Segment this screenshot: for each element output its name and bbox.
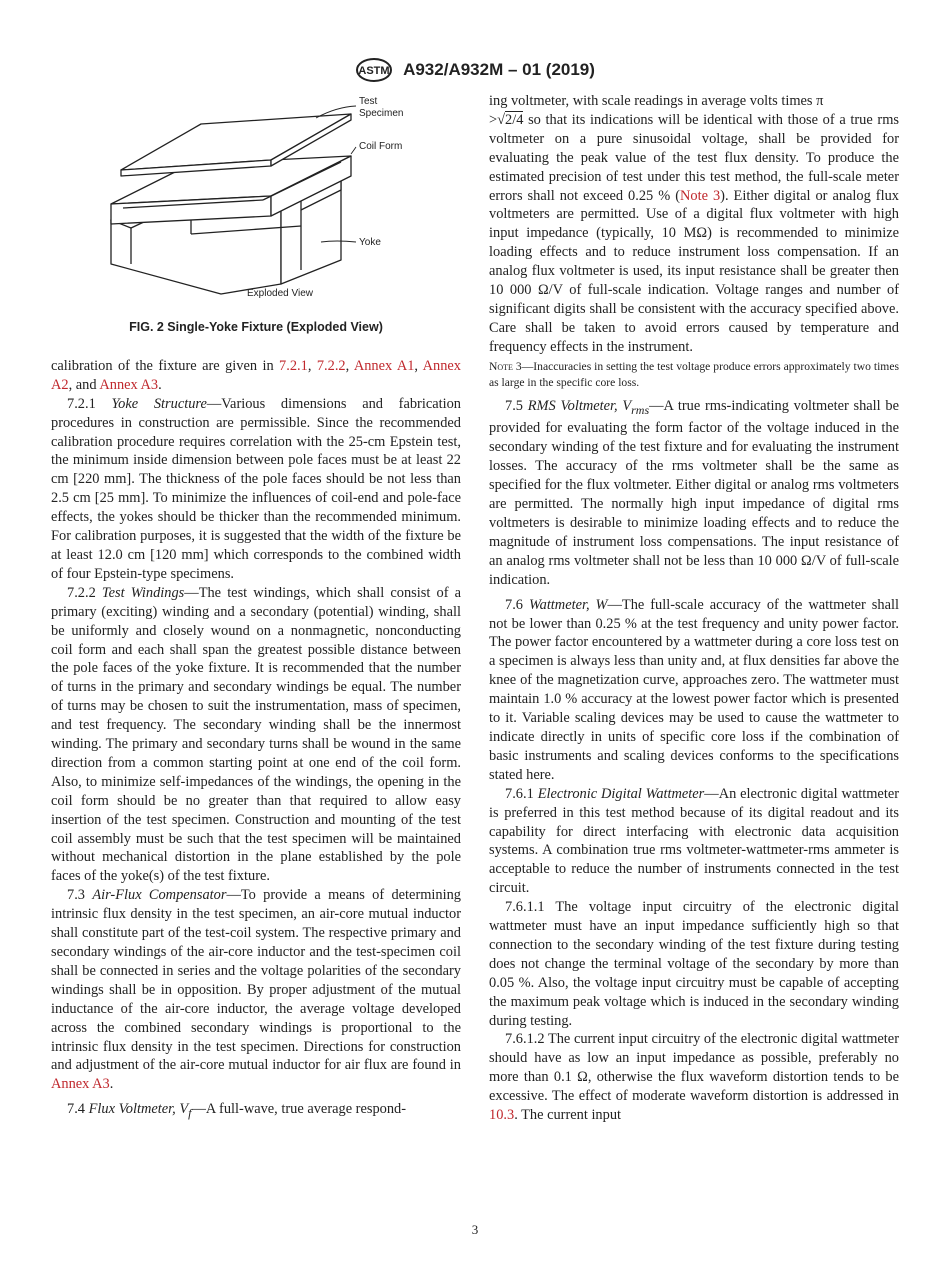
label-test: Test: [359, 96, 378, 107]
note-3: [489, 359, 899, 391]
link-annex-a2[interactable]: Annex A2: [51, 357, 462, 393]
section-7-2-1: [51, 395, 461, 584]
section-text: —A true rms-indicating voltmeter shall be provided for evaluating the form factor of the voltage induced in the secondary winding of the test fixture and for evaluating the instrument losses. The accuracy of the rms voltmeter shall be the same as specified for the flux voltmeter. Either digital or analog rms voltmeters are permitted. The normally high input impedance of digital rms voltmeters is desirable to minimize loading effects and to reduce the magnitude of instrument loss compensations. The input resistance of an analog rms voltmeter shall not be less than 10 000 Ω/V of full-scale indication.: [489, 397, 899, 588]
label-yoke: Yoke: [359, 237, 381, 248]
section-number: 7.3: [67, 887, 93, 904]
section-title: Test Windings: [101, 584, 185, 601]
text: calibration of the fixture are given in: [51, 357, 280, 374]
svg-text:ASTM: ASTM: [358, 65, 390, 77]
section-number: 7.6.1: [505, 785, 538, 802]
section-title: Electronic Digital Wattmeter: [537, 785, 705, 802]
section-text: —The full-scale accuracy of the wattmeter shall not be lower than 0.25 % at the test frequency and unity power factor. The power factor encountered by a wattmeter during a core loss test on a specimen is always less than unity and, at flux densities far above the knee of the magnetization curve, approaches zero. The wattmeter must maintain 1.0 % accuracy at the lowest power factor which is presented to it. Variable scaling devices may be used to cause the wattmeter to indicate directly in units of specific core loss if the combination of basic instruments and scaling devices conforms to the specifications stated here.: [489, 596, 899, 783]
link-annex-a1[interactable]: Annex A1: [353, 357, 415, 374]
text: ). Either digital or analog flux voltmeters are permitted. Use of a digital flux voltmeter with high input impedance (typically, 10 MΩ) is recommended to minimize loading effects and to reduce instrument loss compensation. If an analog flux voltmeter is used, its input resistance shall be greater then 10 000 Ω/V of full-scale indication. Voltage ranges and number of significant digits shall be consistent with the accuracy specified above. Care shall be taken to avoid errors caused by temperature and frequency effects in the instrument.: [489, 187, 899, 355]
label-specimen: Specimen: [359, 108, 404, 119]
text: , and: [68, 376, 100, 393]
label-exploded-view: Exploded View: [247, 288, 313, 299]
link-note-3[interactable]: Note 3: [680, 187, 721, 204]
paragraph-calibration-refs: [51, 357, 461, 395]
link-annex-a3[interactable]: Annex A3: [99, 376, 159, 393]
page-number: 3: [471, 1222, 479, 1237]
section-7-2-2: [51, 584, 461, 887]
section-number: 7.2.1: [67, 395, 112, 412]
section-title: Air-Flux Compensator: [92, 887, 227, 904]
label-coil-form: Coil Form: [359, 141, 403, 152]
subscript: rms: [631, 402, 650, 417]
section-text: —A full-wave, true average respond-: [191, 1101, 407, 1118]
figure-caption: FIG. 2 Single-Yoke Fixture (Exploded View): [129, 320, 383, 334]
astm-logo-icon: [355, 58, 393, 82]
section-7-5: [489, 397, 899, 590]
section-number: 7.6: [505, 596, 529, 613]
section-7-6: [489, 596, 899, 785]
left-column: [51, 92, 461, 1123]
standard-designation: A932/A932M – 01 (2019): [403, 60, 595, 79]
section-text: —The test windings, which shall consist of a primary (exciting) winding and a secondary (potential) winding, shall be uniformly and closely wound on a nonmagnetic, nonconducting coil form and each shall span the greatest possible distance between the pole faces of the yoke fixture. It is recommended that the number of turns in the primary and secondary windings be equal. The number of turns may be chosen to suit the instrumentation, mass of specimen, and test frequency. The secondary winding shall be the innermost winding. The primary and secondary turns shall be wound in the same direction from a common starting point at one end of the coil form. Also, to minimize self-impedances of the windings, the opening in the coil form should be no greater than that required to allow easy insertion of the test specimen. Construction and mounting of the test coil assembly must be such that the test specimen will be maintained without mechanical distortion in the plane established by the pole faces of the yoke(s) of the test fixture.: [51, 584, 461, 885]
link-7-2-2[interactable]: 7.2.2: [316, 357, 346, 374]
text: ,: [307, 357, 317, 374]
section-text: 7.6.1.2 The current input circuitry of the electronic digital wattmeter should have as low an input impedance as possible, preferably no more than 0.1 Ω, otherwise the flux waveform distortion tends to be excessive. The effect of moderate waveform distortion is addressed in: [489, 1031, 899, 1105]
link-10-3[interactable]: 10.3: [489, 1107, 515, 1124]
text: . The current input: [514, 1107, 622, 1124]
section-title: Wattmeter, W: [528, 596, 608, 613]
text: so that its indications will be identical with those of a true rms voltmeter on a pure sinusoidal voltage, shall be provided for evaluating the peak value of the test flux density. To produce the estimated precision of test under this test method, the full-scale meter errors shall not exceed 0.25 % (: [489, 111, 899, 204]
section-7-4-continued: [489, 92, 899, 357]
sqrt-radicand: 2/4: [505, 111, 524, 128]
text: ,: [414, 357, 423, 374]
text: .: [158, 376, 162, 393]
link-7-2-1[interactable]: 7.2.1: [279, 357, 308, 374]
note-text: —Inaccuracies in setting the test voltage produce errors approximately two times as large in the specific core loss.: [489, 359, 899, 389]
section-7-6-1-1: 7.6.1.1 The voltage input circuitry of the electronic digital wattmeter must have an input impedance sufficiently high so that connection to the secondary winding of the test fixture during testing does not change the terminal voltage of the secondary by more than 0.05 %. Also, the voltage input circuitry must be capable of accepting the maximum peak voltage which is induced in the secondary winding during testing.: [489, 899, 899, 1029]
section-7-6-1: [489, 785, 899, 898]
text: .: [109, 1076, 114, 1093]
section-7-3: [51, 886, 461, 1094]
text: >: [489, 111, 498, 128]
figure-2: [51, 92, 461, 314]
section-title: Flux Voltmeter, V: [88, 1101, 189, 1118]
section-number: 7.4: [67, 1101, 89, 1118]
subscript: f: [188, 1106, 192, 1121]
page-header: [0, 58, 950, 82]
section-text: —Various dimensions and fabrication procedures in construction are permissible. Since the recommended calibration procedure requires correlation with the 25-cm Epstein test, the minimum inside dimension between pole faces must be at least 22 cm [220 mm]. The thickness of the pole faces should be not less than 2.5 cm [25 mm]. To minimize the influences of coil-end and pole-face effects, the yokes should be thicker than the recommended minimum. For calibration purposes, it is suggested that the width of the fixture be at least 12.0 cm [120 mm] which corresponds to the combined width of four Epstein-type specimens.: [51, 395, 461, 582]
text: ing voltmeter, with scale readings in average volts times π: [489, 93, 824, 109]
section-number: 7.2.2: [67, 584, 102, 601]
note-label: Note 3: [489, 359, 522, 373]
right-column: [489, 92, 899, 1125]
sqrt-expression: √2/4: [497, 111, 524, 128]
link-annex-a3[interactable]: Annex A3: [51, 1076, 110, 1093]
section-7-6-1-2: [489, 1030, 899, 1125]
section-text: —To provide a means of determining intrinsic flux density in the test specimen, an air-core mutual inductor shall constitute part of the test-coil system. The respective primary and secondary windings of the air-core inductor and the test-specimen coil shall be connected in series and the voltage polarities of the secondary windings shall be in opposition. By proper adjustment of the mutual inductance of the air-core inductor, the average voltage developed across the combined secondary windings is proportional to the intrinsic flux density in the test specimen. Directions for construction and adjustment of the air-core mutual inductor for air flux are found in: [51, 887, 462, 1074]
section-number: 7.5: [505, 397, 528, 414]
fixture-drawing: [51, 92, 461, 314]
section-title: Yoke Structure: [111, 395, 207, 412]
section-title: RMS Voltmeter, V: [527, 397, 632, 414]
section-7-4: [51, 1100, 461, 1123]
text: ,: [345, 357, 354, 374]
section-text: —An electronic digital wattmeter is preferred in this test method because of its digital readout and its capability for direct interfacing with electronic data acquisition systems. A combination true rms voltmeter-wattmeter-rms ammeter is acceptable to reduce the number of instruments connected in the test circuit.: [489, 785, 899, 897]
